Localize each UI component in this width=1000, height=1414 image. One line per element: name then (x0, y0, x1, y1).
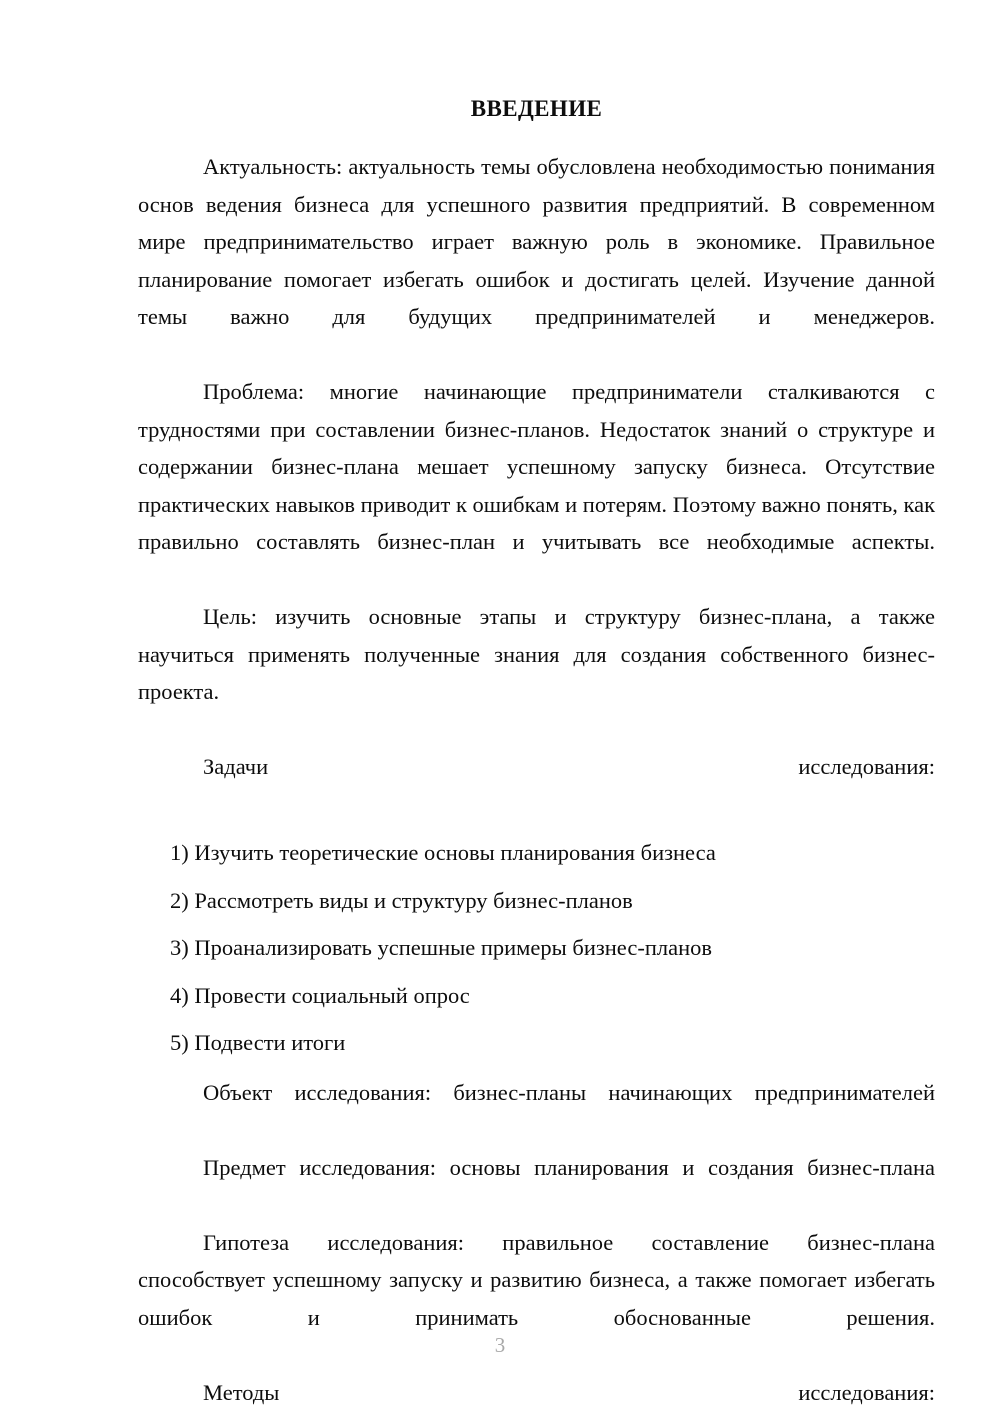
methods-label: Методы исследования: (203, 1379, 935, 1405)
tasks-label: Задачи исследования: (203, 754, 935, 780)
tasks-list (138, 834, 935, 1062)
paragraph-object: Объект исследования: бизнес-планы начинающих предпринимателей (203, 1079, 935, 1105)
paragraph-goal: Цель: изучить основные этапы и структуру бизнес-плана, а также научиться применять полученные знания для создания собственного бизнес-проекта. (138, 604, 935, 705)
document-body (138, 96, 935, 1414)
paragraph-subject: Предмет исследования: основы планирования и создания бизнес-плана (203, 1154, 935, 1180)
list-item: 1) Изучить теоретические основы планирования бизнеса (170, 840, 716, 866)
page-number: 3 (494, 1333, 506, 1357)
list-item: 4) Провести социальный опрос (170, 982, 470, 1008)
page-title: ВВЕДЕНИЕ (470, 96, 603, 121)
paragraph-problem: Проблема: многие начинающие предприниматели сталкиваются с трудностями при составлении бизнес-планов. Недостаток знаний о структуре и содержании бизнес-плана мешает успешному запуску бизнеса. Отсутствие практических навыков приводит к ошибкам и потерям. Поэтому важно понять, как правильно составлять бизнес-план и учитывать все необходимые аспекты. (138, 379, 935, 555)
list-item: 2) Рассмотреть виды и структуру бизнес-планов (170, 887, 633, 913)
list-item: 3) Проанализировать успешные примеры бизнес-планов (170, 935, 712, 961)
paragraph-hypothesis: Гипотеза исследования: правильное составление бизнес-плана способствует успешному запуску и развитию бизнеса, а также помогает избегать ошибок и принимать обоснованные решения. (138, 1229, 935, 1330)
paragraph-relevance: Актуальность: актуальность темы обусловлена необходимостью понимания основ ведения бизнеса для успешного развития предприятий. В современном мире предпринимательство играет важную роль в экономике. Правильное планирование помогает избегать ошибок и достигать целей. Изучение данной темы важно для будущих предпринимателей и менеджеров. (138, 154, 935, 330)
list-item: 5) Подвести итоги (170, 1030, 346, 1056)
